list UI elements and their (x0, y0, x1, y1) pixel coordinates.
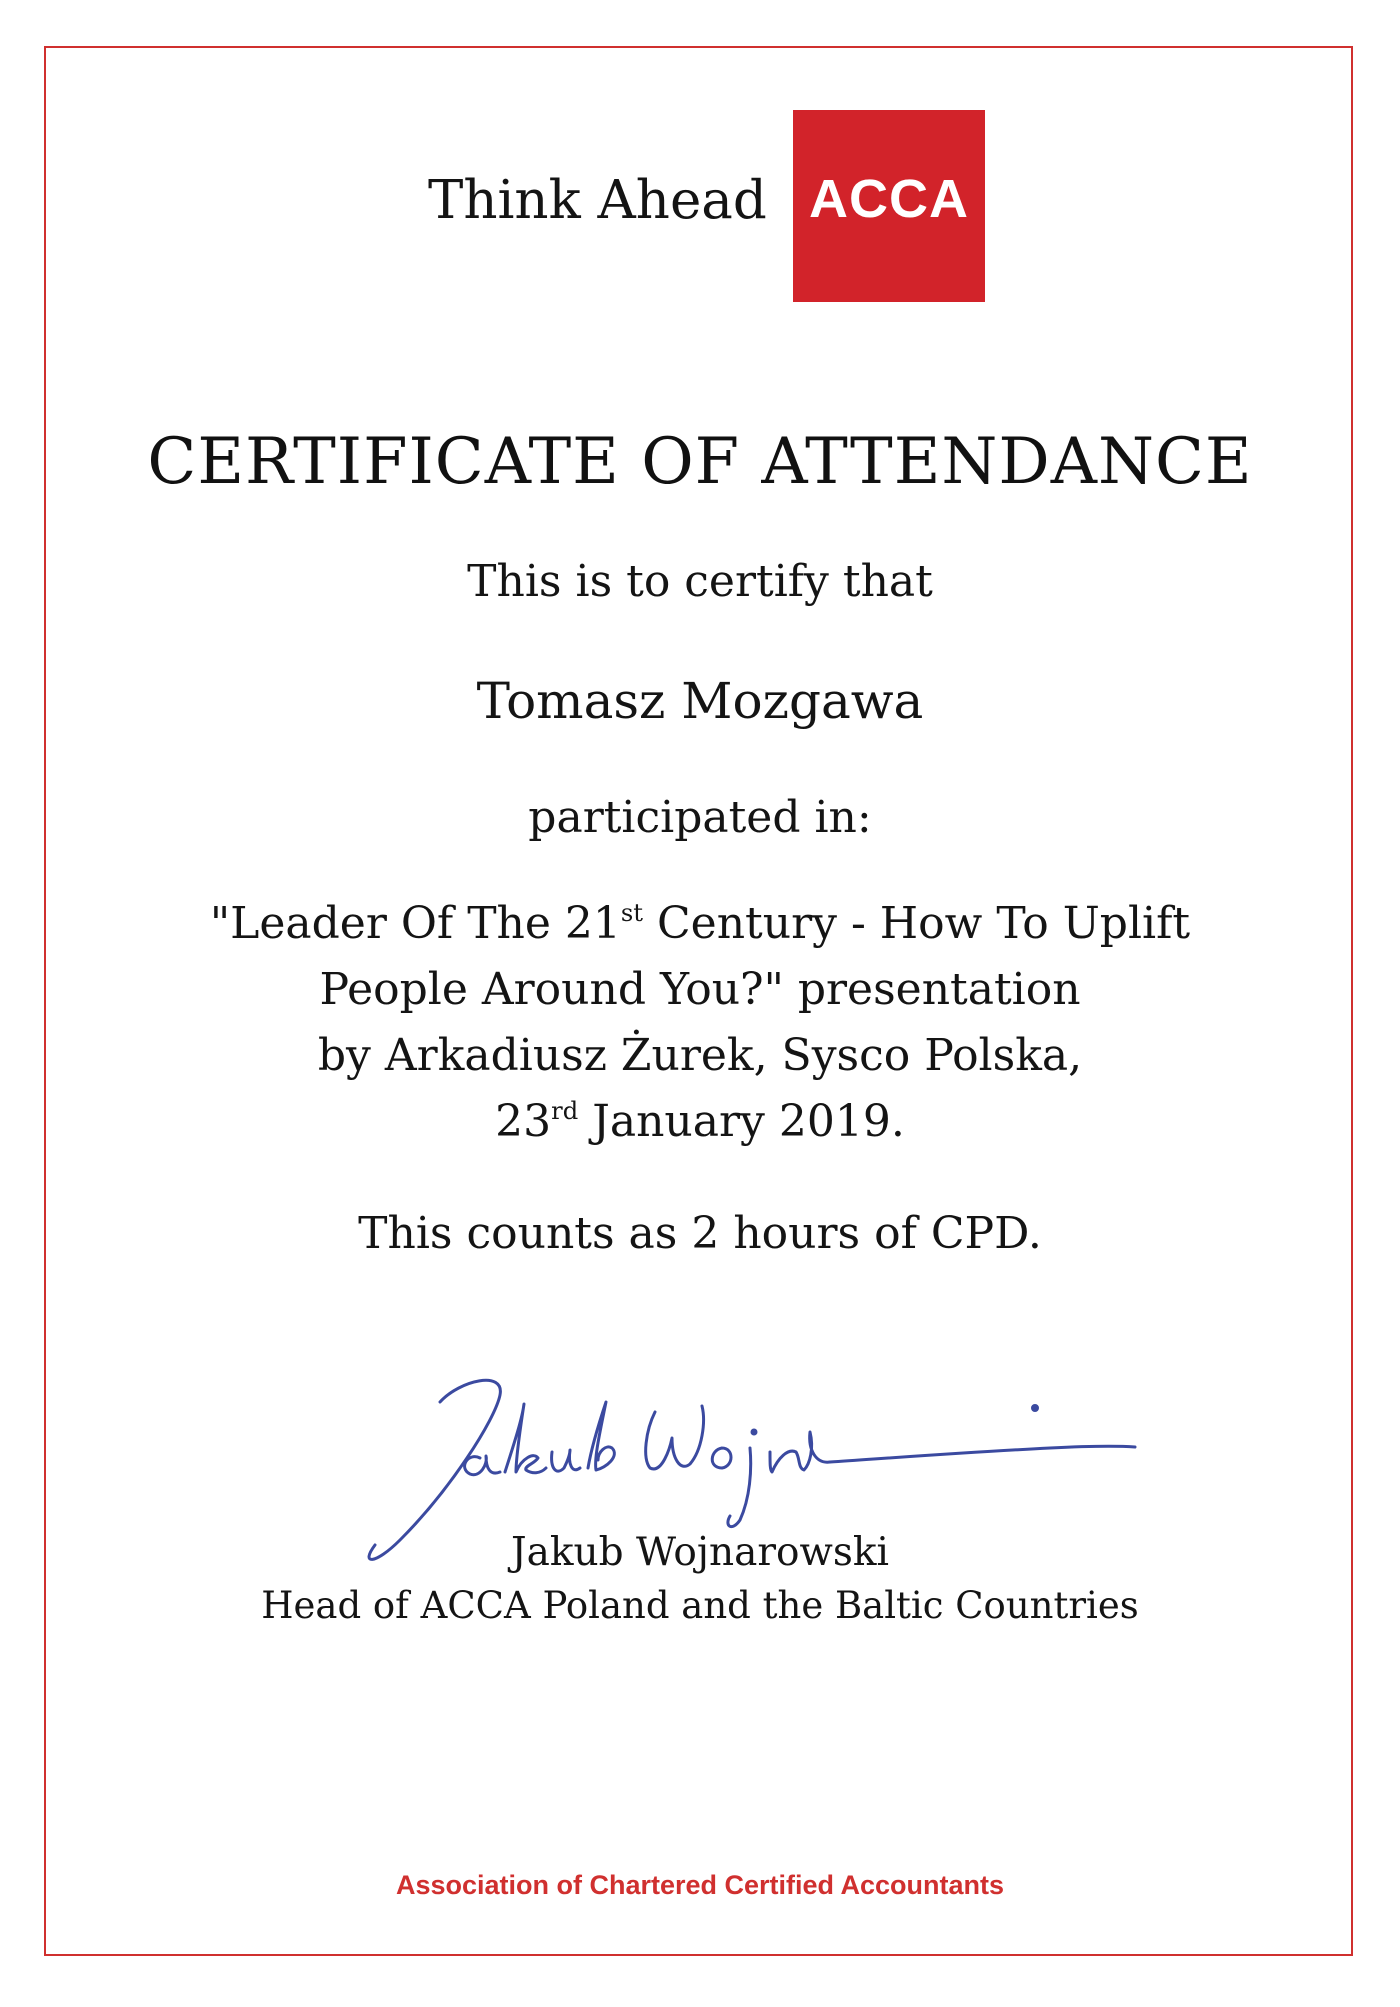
acca-logo (793, 110, 985, 302)
ordinal-suffix: st (620, 899, 644, 928)
signatory-name: Jakub Wojnarowski (510, 1530, 889, 1575)
presentation-line-1 (0, 898, 1400, 949)
event-date-rest: January 2019. (578, 1096, 905, 1147)
footer-organization: Association of Chartered Certified Accountants (395, 1870, 1005, 1900)
participated-text: participated in: (528, 792, 872, 843)
presentation-title-start: "Leader Of The 21 (209, 898, 621, 949)
signatory-role: Head of ACCA Poland and the Baltic Countries (261, 1584, 1139, 1627)
date-ordinal-suffix: rd (551, 1097, 579, 1126)
event-date-day: 23 (495, 1096, 552, 1147)
presentation-title-end: Century - How To Uplift (643, 898, 1191, 949)
tagline: Think Ahead (428, 170, 767, 231)
event-date (0, 1096, 1400, 1147)
certificate-title: CERTIFICATE OF ATTENDANCE (147, 425, 1253, 499)
certify-text: This is to certify that (467, 556, 933, 607)
presenter-line: by Arkadiusz Żurek, Sysco Polska, (317, 1030, 1083, 1081)
recipient-name: Tomasz Mozgawa (476, 672, 924, 730)
cpd-statement: This counts as 2 hours of CPD. (358, 1208, 1042, 1259)
acca-logo-text: ACCA (809, 169, 969, 229)
presentation-line-2: People Around You?" presentation (319, 964, 1081, 1015)
header-logo-row (0, 110, 1400, 302)
